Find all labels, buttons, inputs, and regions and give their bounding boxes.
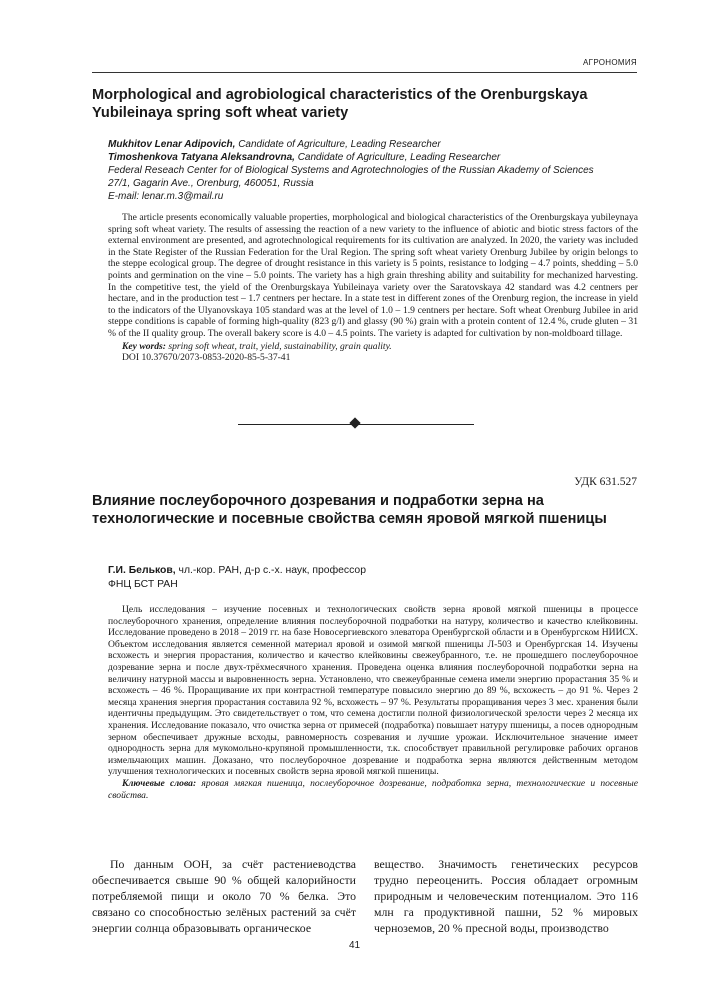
udk-code: УДК 631.527 — [574, 476, 637, 488]
email: E-mail: lenar.m.3@mail.ru — [108, 191, 224, 202]
english-title: Morphological and agrobiological characteristics of the Orenburgskaya Yubileinaya spring soft wheat variety — [92, 87, 588, 121]
keywords-label: Key words: — [122, 340, 166, 352]
author-line — [108, 151, 638, 164]
author-line — [108, 138, 638, 151]
author-role: чл.-кор. РАН, д-р с.-х. наук, профессор — [178, 565, 366, 576]
body-text: По данным ООН, за счёт растениеводства обеспечивается свыше 90 % общей калорийности потребляемой пищи и около 70 % белка. Это связано со способностью зелёных растений за счёт энергии солнца образовывать органическое — [92, 857, 356, 935]
keywords-text: яровая мягкая пшеница, послеуборочное дозревание, подработка зерна, технологические и посевные свойства. — [108, 777, 638, 801]
russian-title: Влияние послеуборочного дозревания и подработки зерна на технологические и посевные свойства семян яровой мягкой пшеницы — [92, 493, 607, 527]
page-number: 41 — [348, 940, 361, 951]
russian-abstract — [108, 604, 638, 801]
english-authors — [108, 138, 638, 203]
divider-diamond-icon — [349, 417, 360, 428]
author-name: Timoshenkova Tatyana Aleksandrovna, — [108, 152, 295, 163]
author-name: Г.И. Бельков, — [108, 565, 176, 576]
affiliation: Federal Reseach Center for of Biological Systems and Agrotechnologies of the Russian Akademy of Sciences — [108, 165, 594, 176]
affiliation: ФНЦ БСТ РАН — [108, 579, 178, 590]
author-role: Candidate of Agriculture, Leading Researcher — [238, 139, 441, 150]
body-text: вещество. Значимость генетических ресурсов трудно переоценить. Россия обладает огромным природным и человеческим потенциалом. Это 116 млн га продуктивной пашни, 52 % мировых черноземов, 20 % пресной воды, производство — [374, 857, 638, 935]
author-line — [108, 564, 628, 578]
abstract-text: Цель исследования – изучение посевных и технологических свойств зерна яровой мягкой пшеницы в процессе послеуборочного хранения, определение влияния послеуборочной подработки на натуру, количество и качество клейковины. Исследование проведено в 2018 – 2019 гг. на базе Новосергиевского элеватора Оренбургской области и в Оренбургском НИИСХ. Объектом исследования является семенной материал яровой и озимой мягкой пшеницы Л-503 и Оренбургская 14. Изучены всхожесть и энергия прорастания, количество и качество клейковины свежеубранного, т.е. не прошедшего послеуборочное дозревание зерна и после двух-трёхмесячного хранения. Проведена оценка влияния послеуборочной подработки зерна на величину натурной массы и выровненность зерна. Установлено, что свежеубранные семена имели энергию прорастания 35 % и всхожесть – 46 %. Проращивание их при контрастной температуре повысило энергию до 89 %, всхожесть – до 91 %. Через 2 месяца хранения энергия прорастания составила 92 %, всхожесть – 97 %. Результаты проращивания через 3 мес. хранения были идентичны предыдущим. Это свидетельствует о том, что семена достигли полной физиологической зрелости через 2 месяца их хранения. Исследование показало, что очистка зерна от примесей (подработка) повышает натуру пшеницы, а посев однородным зерном обеспечивает дружные всходы, равномерность созревания и лучшие урожаи. Исключительное значение имеет однородность зерна для мукомольно-крупяной промышленности, т.к. способствует правильной регулировке рабочих органов измельчающих машин. Доказано, что послеуборочное дозревание и подработка зерна являются действенным методом улучшения технологических и посевных свойств зерна яровой мягкой пшеницы. — [108, 604, 638, 778]
english-abstract — [108, 212, 638, 364]
keywords — [108, 778, 638, 801]
body-column-left — [92, 856, 356, 936]
address: 27/1, Gagarin Ave., Orenburg, 460051, Russia — [108, 178, 314, 189]
keywords-text: spring soft wheat, trait, yield, sustainability, grain quality. — [168, 340, 392, 352]
russian-author-block — [108, 564, 628, 592]
author-name: Mukhitov Lenar Adipovich, — [108, 139, 236, 150]
section-label: АГРОНОМИЯ — [583, 58, 637, 67]
header-rule — [92, 72, 637, 73]
abstract-text: The article presents economically valuable properties, morphological and biological characteristics of the Orenburgskaya yubileynaya spring soft wheat variety. The results of assessing the reaction of a new variety to the influence of abiotic and biotic stress factors of the external environment are presented, and agrotechnological requirements for its cultivation are analyzed. In 2020, the variety was included in the State Register of the Russian Federation for the Ural Region. The spring soft wheat variety Orenburg Jubilee by origin belongs to the steppe ecological group. The degree of drought resistance in this variety is 5 points, resistance to lodging – 4.7 points, shedding – 5.0 points and germination on the vine – 5.0 points. The variety has a high grain threshing ability and suitability for mechanized harvesting. In the competitive test, the yield of the Orenburgskaya Yubileinaya variety over the Saratovskaya 42 standard was 4.2 centners per hectare, and in the production test – 1.7 centners per hectare. In a state test in different zones of the Orenburg region, the increase in yield to the indicators of the Ulyanovskaya 105 standard was at the level of 1.0 – 1.9 centners per hectare. Soft wheat Orenburg Jubilee in arid steppe conditions is capable of forming high-quality (823 g/l) and glassy (90 %) grain with a protein content of 12.4 %, crude gluten – 31 % of the II quality group. The overall bakery score is 4.0 – 4.5 points. The variety is adapted for cultivation by non-moldboard tillage. — [108, 212, 638, 339]
keywords — [108, 341, 638, 353]
body-column-right — [374, 856, 638, 936]
author-role: Candidate of Agriculture, Leading Researcher — [297, 152, 501, 163]
doi: DOI 10.37670/2073-0853-2020-85-5-37-41 — [122, 352, 291, 364]
keywords-label: Ключевые слова: — [122, 777, 197, 789]
body-columns — [92, 856, 638, 936]
